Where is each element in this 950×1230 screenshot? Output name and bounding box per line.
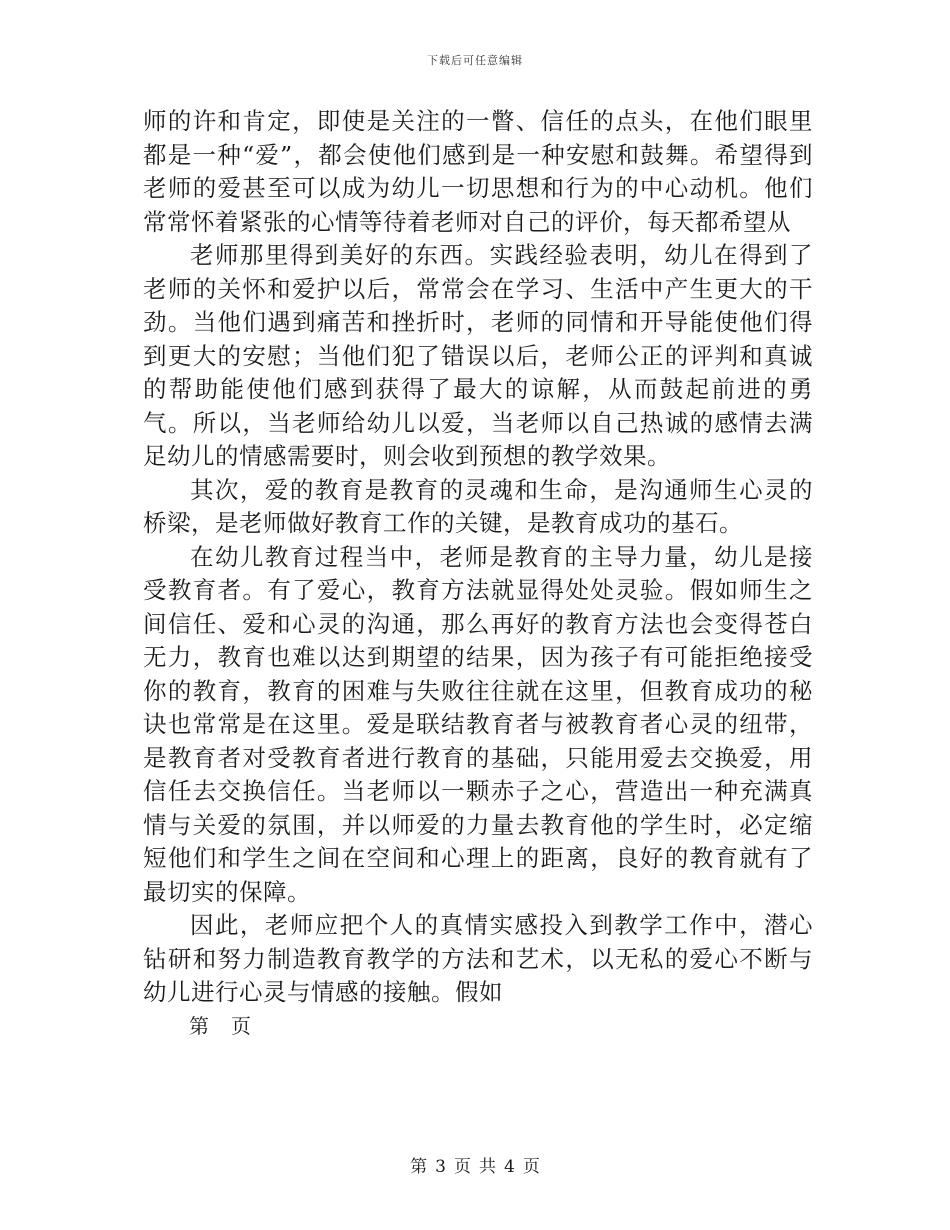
inline-page-mark — [143, 1010, 813, 1044]
paragraph-4: 在幼儿教育过程当中，老师是教育的主导力量，幼儿是接受教育者。有了爱心，教育方法就显得处处灵验。假如师生之间信任、爱和心灵的沟通，那么再好的教育方法也会变得苍白无力，教育也难以达到期望的结果，因为孩子有可能拒绝接受你的教育，教育的困难与失败往往就在这里，但教育成功的秘诀也常常是在这里。爱是联结教育者与被教育者心灵的纽带，是教育者对受教育者进行教育的基础，只能用爱去交换爱，用信任去交换信任。当老师以一颗赤子之心，营造出一种充满真情与关爱的氛围，并以师爱的力量去教育他的学生时，必定缩短他们和学生之间在空间和心理上的距离，良好的教育就有了最切实的保障。 — [143, 542, 813, 906]
document-body — [143, 105, 813, 1043]
page-footer — [0, 1152, 950, 1177]
footer-current-page: 3 — [435, 1157, 446, 1177]
paragraph-2: 老师那里得到美好的东西。实践经验表明，幼儿在得到了老师的关怀和爱护以后，常常会在学习、生活中产生更大的干劲。当他们遇到痛苦和挫折时，老师的同情和开导能使他们得到更大的安慰；当他们犯了错误以后，老师公正的评判和真诚的帮助能使他们感到获得了最大的谅解，从而鼓起前进的勇气。所以，当老师给幼儿以爱，当老师以自己热诚的感情去满足幼儿的情感需要时，则会收到预想的教学效果。 — [143, 241, 813, 470]
footer-page-word: 页 — [454, 1157, 471, 1177]
paragraph-1: 师的许和肯定，即使是关注的一瞥、信任的点头，在他们眼里都是一种“爱”，都会使他们感到是一种安慰和鼓舞。希望得到老师的爱甚至可以成为幼儿一切思想和行为的中心动机。他们常常怀着紧张的心情等待着老师对自己的评价，每天都希望从 — [143, 107, 813, 236]
footer-prefix: 第 — [410, 1157, 428, 1177]
paragraph-5: 因此，老师应把个人的真情实感投入到教学工作中，潜心钻研和努力制造教育教学的方法和艺术，以无私的爱心不断与幼儿进行心灵与情感的接触。假如 — [143, 911, 813, 1006]
inline-page-mark-right: 页 — [231, 1013, 251, 1038]
footer-total-pages: 4 — [504, 1157, 515, 1177]
paragraph-3: 其次，爱的教育是教育的灵魂和生命，是沟通师生心灵的桥梁，是老师做好教育工作的关键，是教育成功的基石。 — [143, 475, 813, 537]
footer-suffix: 页 — [522, 1157, 540, 1177]
inline-page-mark-left: 第 — [189, 1013, 209, 1038]
header-note: 下载后可任意编辑 — [427, 54, 523, 67]
footer-total-prefix: 共 — [479, 1157, 496, 1177]
